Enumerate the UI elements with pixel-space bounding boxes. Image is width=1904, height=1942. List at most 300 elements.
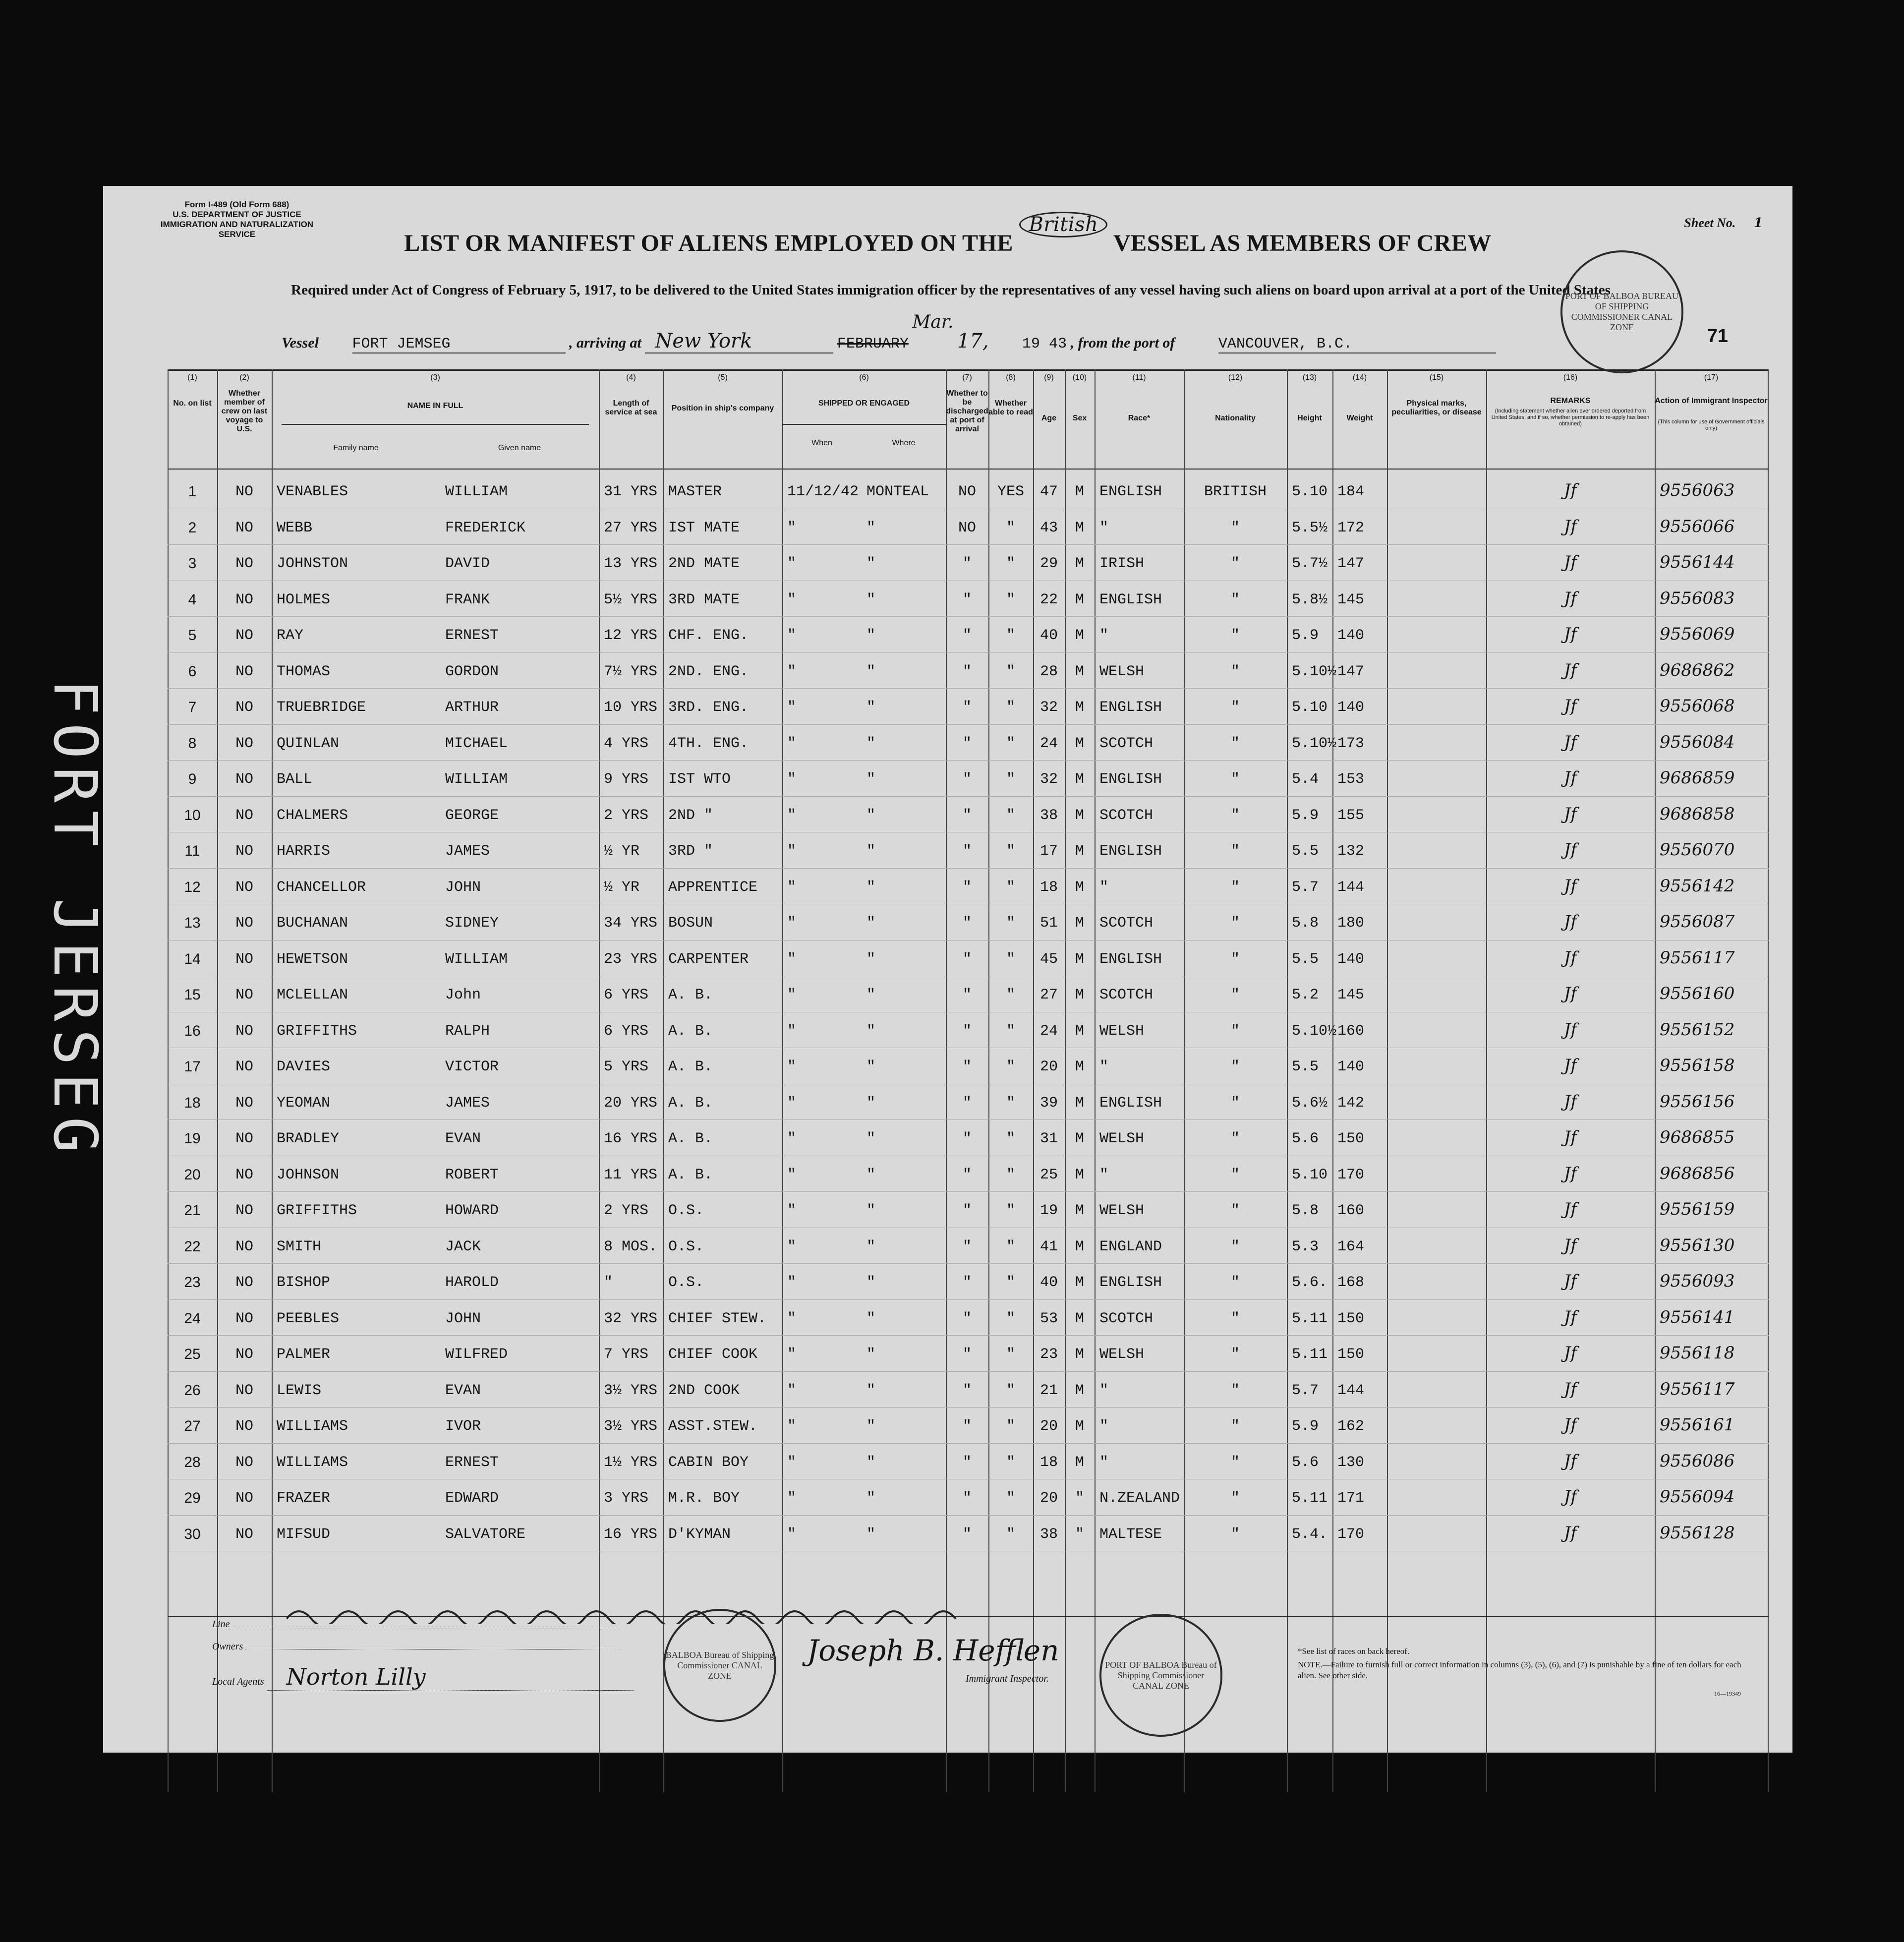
- cell-action: 9556093: [1660, 1271, 1735, 1291]
- cell-service: 5½ YRS: [604, 591, 658, 608]
- header-shipped: SHIPPED OR ENGAGED: [818, 399, 910, 408]
- col-num: (15): [1429, 373, 1444, 382]
- line-label: Line: [212, 1619, 230, 1630]
- cell-family: HARRIS: [277, 843, 331, 860]
- stamp-text: PORT OF BALBOA Bureau of Shipping Commissioner CANAL ZONE: [1105, 1659, 1217, 1691]
- cell-height: 5.9: [1292, 627, 1319, 644]
- cell-no: 1: [188, 483, 197, 500]
- cell-nat: ": [1230, 735, 1240, 752]
- cell-read: ": [1006, 771, 1015, 788]
- cell-read: ": [1006, 1202, 1015, 1219]
- cell-when: ": [787, 771, 797, 788]
- cell-given: WILLIAM: [445, 771, 508, 788]
- header-bottom-border: [168, 469, 1769, 470]
- cell-sex: M: [1075, 843, 1084, 860]
- cell-family: MCLELLAN: [277, 987, 348, 1003]
- cell-height: 5.5: [1292, 1059, 1319, 1075]
- cell-height: 5.6.: [1292, 1274, 1328, 1291]
- cell-weight: 140: [1337, 1059, 1365, 1075]
- cell-where: ": [866, 1418, 876, 1435]
- sheet-number: [1684, 216, 1763, 231]
- cell-disch: ": [962, 1022, 972, 1040]
- cell-sex: M: [1075, 879, 1084, 896]
- col-num: (1): [187, 373, 197, 382]
- cell-race: WELSH: [1099, 1022, 1145, 1040]
- title-part-1: LIST OR MANIFEST OF ALIENS EMPLOYED ON THE: [404, 230, 1013, 256]
- cell-read: ": [1006, 1022, 1015, 1040]
- cell-crew: NO: [235, 735, 253, 752]
- cell-where: ": [866, 987, 876, 1003]
- cell-crew: NO: [235, 950, 253, 968]
- cell-race: WELSH: [1099, 1346, 1145, 1363]
- cell-disch: ": [962, 627, 972, 644]
- cell-nat: ": [1230, 771, 1240, 788]
- row-rule: [168, 868, 1769, 869]
- cell-no: 7: [188, 699, 197, 715]
- page-number: 71: [1707, 326, 1728, 347]
- cell-sex: M: [1075, 555, 1084, 572]
- row-rule: [168, 1119, 1769, 1120]
- row-rule: [168, 1191, 1769, 1192]
- cell-when: ": [787, 1094, 797, 1112]
- cell-crew: NO: [235, 987, 253, 1003]
- cell-family: LEWIS: [277, 1382, 322, 1399]
- cell-crew: NO: [235, 915, 253, 932]
- cell-position: CHIEF STEW.: [668, 1310, 767, 1327]
- cell-given: WILLIAM: [445, 950, 508, 968]
- cell-no: 8: [188, 735, 197, 752]
- cell-action: 9556069: [1660, 624, 1735, 644]
- cell-disch: ": [962, 1310, 972, 1327]
- table-row: [168, 833, 1769, 869]
- cell-nat: ": [1230, 807, 1240, 824]
- cell-disch: ": [962, 1059, 972, 1075]
- cell-position: M.R. BOY: [668, 1490, 740, 1507]
- cell-family: CHALMERS: [277, 807, 348, 824]
- cell-crew: NO: [235, 807, 253, 824]
- cell-age: 24: [1039, 735, 1058, 752]
- cell-race: ENGLAND: [1099, 1238, 1162, 1255]
- cell-given: DAVID: [445, 555, 490, 572]
- cell-disch: ": [962, 950, 972, 968]
- cell-read: ": [1006, 1454, 1015, 1471]
- table-row: [168, 1229, 1769, 1265]
- header-physical: Physical marks, peculiarities, or disease: [1391, 399, 1482, 416]
- header-weight: Weight: [1346, 414, 1373, 422]
- cell-disch: ": [962, 699, 972, 716]
- cell-service: 4 YRS: [604, 735, 649, 752]
- cell-height: 5.11: [1292, 1346, 1328, 1363]
- cell-no: 19: [184, 1130, 201, 1147]
- cell-when: ": [787, 663, 797, 680]
- cell-action: 9556152: [1660, 1019, 1735, 1040]
- cell-race: ENGLISH: [1099, 1274, 1162, 1291]
- department-name: U.S. DEPARTMENT OF JUSTICE: [173, 210, 301, 219]
- cell-position: 3RD ": [668, 843, 713, 860]
- cell-weight: 140: [1337, 627, 1365, 644]
- cell-weight: 168: [1337, 1274, 1365, 1291]
- cell-where: ": [866, 1346, 876, 1363]
- cell-remark: Jf: [1563, 660, 1577, 680]
- cell-where: ": [866, 699, 876, 716]
- cell-sex: M: [1075, 519, 1084, 536]
- cell-read: ": [1006, 1238, 1015, 1255]
- cell-service: 2 YRS: [604, 807, 649, 824]
- cell-height: 5.8½: [1292, 591, 1328, 608]
- cell-service: 16 YRS: [604, 1130, 658, 1147]
- cell-remark: Jf: [1563, 1451, 1577, 1471]
- cell-where: ": [866, 1166, 876, 1183]
- cell-race: ENGLISH: [1099, 699, 1162, 716]
- cell-family: RAY: [277, 627, 304, 644]
- col-num: (16): [1563, 373, 1578, 382]
- cell-remark: Jf: [1563, 1056, 1577, 1075]
- races-note: *See list of races on back hereof.: [1298, 1647, 1410, 1656]
- cell-height: 5.10½: [1292, 663, 1337, 680]
- cell-where: ": [866, 843, 876, 860]
- cell-when: ": [787, 591, 797, 608]
- cell-remark: Jf: [1563, 804, 1577, 824]
- cell-read: ": [1006, 1490, 1015, 1507]
- cell-sex: M: [1075, 1418, 1084, 1435]
- cell-weight: 145: [1337, 591, 1365, 608]
- cell-when: ": [787, 987, 797, 1003]
- cell-action: 9556068: [1660, 696, 1735, 716]
- cell-service: 9 YRS: [604, 771, 649, 788]
- cell-service: 2 YRS: [604, 1202, 649, 1219]
- cell-nat: ": [1230, 1022, 1240, 1040]
- cell-crew: NO: [235, 1418, 253, 1435]
- cell-height: 5.10½: [1292, 1022, 1337, 1040]
- cell-when: ": [787, 699, 797, 716]
- cell-action: 9686859: [1660, 768, 1735, 788]
- cell-weight: 184: [1337, 483, 1365, 500]
- table-row: [168, 725, 1769, 762]
- header-age: Age: [1041, 414, 1057, 422]
- cell-weight: 130: [1337, 1454, 1365, 1471]
- cell-given: EDWARD: [445, 1490, 499, 1507]
- col-num: (4): [626, 373, 636, 382]
- header-given: Given name: [498, 444, 541, 452]
- cell-position: CARPENTER: [668, 950, 749, 968]
- table-row: [168, 1192, 1769, 1229]
- header-family: Family name: [333, 444, 379, 452]
- cell-nat: ": [1230, 1526, 1240, 1543]
- cell-sex: M: [1075, 987, 1084, 1003]
- cell-age: 20: [1039, 1490, 1058, 1507]
- cell-sex: M: [1075, 1059, 1084, 1075]
- cell-sex: M: [1075, 950, 1084, 968]
- cell-disch: ": [962, 1094, 972, 1112]
- arriving-label: , arriving at: [569, 335, 641, 351]
- cell-weight: 164: [1337, 1238, 1365, 1255]
- cell-disch: ": [962, 555, 972, 572]
- cell-height: 5.9: [1292, 807, 1319, 824]
- cell-remark: Jf: [1563, 1307, 1577, 1327]
- cell-family: BRADLEY: [277, 1130, 340, 1147]
- cell-service: 3½ YRS: [604, 1418, 658, 1435]
- cell-crew: NO: [235, 1526, 253, 1543]
- cell-weight: 171: [1337, 1490, 1365, 1507]
- cell-no: 16: [184, 1022, 201, 1039]
- cell-read: ": [1006, 1382, 1015, 1399]
- cell-given: VICTOR: [445, 1059, 499, 1075]
- cell-sex: M: [1075, 915, 1084, 932]
- cell-remark: Jf: [1563, 1271, 1577, 1291]
- cell-nat: ": [1230, 1130, 1240, 1147]
- cell-position: O.S.: [668, 1202, 704, 1219]
- cell-read: ": [1006, 1346, 1015, 1363]
- cell-crew: NO: [235, 1346, 253, 1363]
- cell-crew: NO: [235, 1166, 253, 1183]
- cell-when: ": [787, 1274, 797, 1291]
- cell-race: ": [1099, 519, 1109, 536]
- cell-disch: ": [962, 807, 972, 824]
- table-row: [168, 797, 1769, 833]
- cell-crew: NO: [235, 699, 253, 716]
- cell-race: SCOTCH: [1099, 807, 1154, 824]
- cell-given: MICHAEL: [445, 735, 508, 752]
- row-rule: [168, 724, 1769, 725]
- cell-weight: 145: [1337, 987, 1365, 1003]
- cell-height: 5.2: [1292, 987, 1319, 1003]
- cell-sex: M: [1075, 1166, 1084, 1183]
- cell-action: 9556070: [1660, 840, 1735, 860]
- cell-height: 5.8: [1292, 1202, 1319, 1219]
- header-sex: Sex: [1072, 414, 1087, 422]
- cell-when: ": [787, 1130, 797, 1147]
- cell-nat: ": [1230, 555, 1240, 572]
- balboa-stamp-bottom-right: [1099, 1614, 1222, 1737]
- cell-disch: ": [962, 1490, 972, 1507]
- cell-crew: NO: [235, 555, 253, 572]
- cell-given: GEORGE: [445, 807, 499, 824]
- cell-when: ": [787, 1382, 797, 1399]
- cell-action: 9556086: [1660, 1451, 1735, 1471]
- cell-where: ": [866, 591, 876, 608]
- header-no: No. on list: [173, 399, 212, 408]
- cell-remark: Jf: [1563, 732, 1577, 752]
- cell-disch: ": [962, 1346, 972, 1363]
- cell-family: PEEBLES: [277, 1310, 340, 1327]
- cell-position: A. B.: [668, 1022, 713, 1040]
- cell-weight: 160: [1337, 1022, 1365, 1040]
- footer-border: [168, 1616, 1769, 1617]
- cell-action: 9556083: [1660, 588, 1735, 608]
- cell-remark: Jf: [1563, 588, 1577, 608]
- cell-no: 5: [188, 627, 197, 644]
- cell-nat: ": [1230, 1310, 1240, 1327]
- cell-race: ": [1099, 1454, 1109, 1471]
- cell-crew: NO: [235, 663, 253, 680]
- cell-read: ": [1006, 519, 1015, 536]
- cell-given: John: [445, 987, 481, 1003]
- col-num: (3): [430, 373, 440, 382]
- cell-where: ": [866, 879, 876, 896]
- cell-no: 27: [184, 1418, 201, 1434]
- cell-disch: ": [962, 1130, 972, 1147]
- cell-read: ": [1006, 879, 1015, 896]
- col-num: (12): [1228, 373, 1243, 382]
- cell-read: ": [1006, 735, 1015, 752]
- cell-action: 9686856: [1660, 1163, 1735, 1183]
- cell-remark: Jf: [1563, 1343, 1577, 1363]
- cell-position: IST MATE: [668, 519, 740, 536]
- cell-sex: M: [1075, 699, 1084, 716]
- cell-race: ": [1099, 627, 1109, 644]
- cell-sex: M: [1075, 1274, 1084, 1291]
- cell-read: ": [1006, 1094, 1015, 1112]
- cell-nat: ": [1230, 915, 1240, 932]
- cell-family: THOMAS: [277, 663, 331, 680]
- cell-age: 53: [1039, 1310, 1058, 1327]
- cell-nat: ": [1230, 1094, 1240, 1112]
- cell-sex: M: [1075, 627, 1084, 644]
- cell-read: ": [1006, 1130, 1015, 1147]
- col-num: (17): [1704, 373, 1719, 382]
- col-num: (6): [859, 373, 869, 382]
- cell-no: 11: [184, 843, 200, 859]
- row-rule: [168, 688, 1769, 689]
- cell-service: 12 YRS: [604, 627, 658, 644]
- cell-age: 25: [1039, 1166, 1058, 1183]
- cell-given: GORDON: [445, 663, 499, 680]
- cell-race: MALTESE: [1099, 1526, 1162, 1543]
- cell-crew: NO: [235, 771, 253, 788]
- cell-action: 9686858: [1660, 804, 1735, 824]
- cell-family: MIFSUD: [277, 1526, 331, 1543]
- cell-race: ENGLISH: [1099, 843, 1162, 860]
- cell-where: ": [866, 1490, 876, 1507]
- cell-weight: 140: [1337, 950, 1365, 968]
- cell-service: 7 YRS: [604, 1346, 649, 1363]
- cell-height: 5.10½: [1292, 735, 1337, 752]
- cell-height: 5.7: [1292, 1382, 1319, 1399]
- cell-disch: ": [962, 987, 972, 1003]
- cell-sex: M: [1075, 1382, 1084, 1399]
- cell-read: ": [1006, 627, 1015, 644]
- cell-position: A. B.: [668, 1130, 713, 1147]
- cell-when: ": [787, 1418, 797, 1435]
- cell-age: 20: [1039, 1418, 1058, 1435]
- cell-no: 2: [188, 519, 197, 536]
- header-position: Position in ship's company: [671, 404, 774, 412]
- cell-given: EVAN: [445, 1382, 481, 1399]
- cell-action: 9556141: [1660, 1307, 1735, 1327]
- cell-when: ": [787, 843, 797, 860]
- row-rule: [168, 796, 1769, 797]
- cell-given: FREDERICK: [445, 519, 526, 536]
- cell-age: 18: [1039, 879, 1058, 896]
- cell-service: 13 YRS: [604, 555, 658, 572]
- title-part-2: VESSEL AS MEMBERS OF CREW: [1113, 230, 1492, 256]
- cell-service: 11 YRS: [604, 1166, 658, 1183]
- header-read: Whether able to read: [988, 399, 1033, 416]
- cell-service: 6 YRS: [604, 1022, 649, 1040]
- cell-weight: 144: [1337, 1382, 1365, 1399]
- cell-weight: 172: [1337, 519, 1365, 536]
- cell-given: JAMES: [445, 1094, 490, 1112]
- cell-disch: ": [962, 1166, 972, 1183]
- cell-nat: ": [1230, 843, 1240, 860]
- stamp-text: PORT OF BALBOA BUREAU OF SHIPPING COMMISSIONER CANAL ZONE: [1565, 291, 1679, 332]
- cell-family: HEWETSON: [277, 950, 348, 968]
- cell-given: WILFRED: [445, 1346, 508, 1363]
- cell-nat: ": [1230, 699, 1240, 716]
- date-month: Mar.: [912, 312, 954, 332]
- cell-service: ": [604, 1274, 613, 1291]
- cell-sex: ": [1075, 1490, 1084, 1507]
- cell-race: N.ZEALAND: [1099, 1490, 1180, 1507]
- cell-crew: NO: [235, 591, 253, 608]
- cell-height: 5.10: [1292, 699, 1328, 716]
- cell-action: 9556117: [1660, 1379, 1735, 1399]
- cell-position: A. B.: [668, 1166, 713, 1183]
- cell-given: SALVATORE: [445, 1526, 526, 1543]
- cell-disch: ": [962, 915, 972, 932]
- cell-where: ": [866, 555, 876, 572]
- cell-read: ": [1006, 843, 1015, 860]
- cell-nat: ": [1230, 519, 1240, 536]
- cell-race: ": [1099, 1059, 1109, 1075]
- cell-disch: ": [962, 735, 972, 752]
- cell-weight: 162: [1337, 1418, 1365, 1435]
- cell-disch: ": [962, 879, 972, 896]
- cell-race: ENGLISH: [1099, 771, 1162, 788]
- cell-disch: ": [962, 663, 972, 680]
- table-row: [168, 1336, 1769, 1372]
- cell-when: ": [787, 555, 797, 572]
- col-num: (14): [1352, 373, 1367, 382]
- cell-no: 10: [184, 807, 201, 824]
- cell-service: 31 YRS: [604, 483, 658, 500]
- cell-where: ": [866, 1094, 876, 1112]
- cell-age: 21: [1039, 1382, 1058, 1399]
- balboa-stamp-top: [1560, 250, 1683, 373]
- cell-crew: NO: [235, 1274, 253, 1291]
- cell-family: JOHNSON: [277, 1166, 340, 1183]
- row-rule: [168, 1263, 1769, 1264]
- cell-height: 5.4.: [1292, 1526, 1328, 1543]
- cell-action: 9556118: [1660, 1343, 1735, 1363]
- cell-read: ": [1006, 555, 1015, 572]
- cell-position: A. B.: [668, 987, 713, 1003]
- cell-where: ": [866, 1202, 876, 1219]
- cell-height: 5.6: [1292, 1130, 1319, 1147]
- cell-remark: Jf: [1563, 480, 1577, 500]
- cell-age: 23: [1039, 1346, 1058, 1363]
- cell-position: ASST.STEW.: [668, 1418, 758, 1435]
- cell-no: 25: [184, 1346, 201, 1362]
- cell-position: O.S.: [668, 1274, 704, 1291]
- cell-disch: ": [962, 1382, 972, 1399]
- cell-weight: 150: [1337, 1130, 1365, 1147]
- cell-when: ": [787, 1346, 797, 1363]
- cell-where: ": [866, 807, 876, 824]
- form-number: Form I-489 (Old Form 688): [184, 200, 289, 209]
- cell-nat: ": [1230, 1454, 1240, 1471]
- cell-action: 9556087: [1660, 912, 1735, 932]
- cell-nat: ": [1230, 591, 1240, 608]
- row-rule: [168, 1335, 1769, 1336]
- cell-remark: Jf: [1563, 624, 1577, 644]
- cell-position: 2ND ": [668, 807, 713, 824]
- col-num: (11): [1132, 373, 1146, 382]
- cell-action: 9556159: [1660, 1199, 1735, 1219]
- cell-read: ": [1006, 915, 1015, 932]
- cell-when: ": [787, 950, 797, 968]
- cell-action: 9556144: [1660, 552, 1735, 572]
